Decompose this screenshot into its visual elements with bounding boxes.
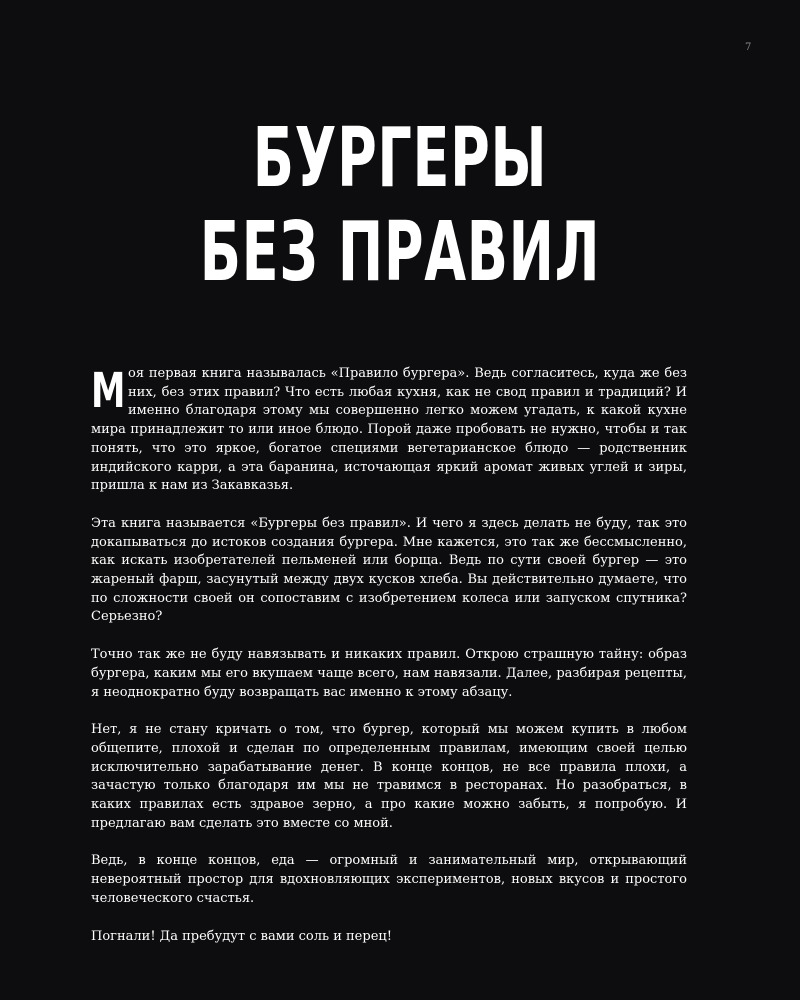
paragraph-2: Эта книга называется «Бургеры без правил». И чего я здесь делать не буду, так это докапываться до истоков создания бургера. Мне кажется, это так же бессмысленно, как искать изобретателей пельменей или борща. Ведь по сути своей бургер — это жареный фарш, засунутый между двух кусков хлеба. Вы действительно думаете, что по сложности своей он сопоставим с изобретением колеса или запуском спутника? Серьезно? <box>91 515 687 625</box>
drop-cap: М <box>91 363 126 419</box>
paragraph-4: Нет, я не стану кричать о том, что бургер, который мы можем купить в любом общепите, плохой и сделан по определенным правилам, имеющим своей целью исключительно зарабатывание денег. В конце концов, не все правила плохи, а зачастую только благодаря им мы не травимся в ресторанах. Но разобраться, в каких правилах есть здравое зерно, а про какие можно забыть, я попробую. И предлагаю вам сделать это вместе со мной. <box>91 722 687 831</box>
title-line-2: БЕЗ ПРАВИЛ <box>199 205 601 300</box>
paragraph-1 <box>91 365 687 496</box>
title-line-1: БУРГЕРЫ <box>252 111 548 206</box>
page-number: 7 <box>745 42 752 53</box>
page-title <box>136 112 664 300</box>
paragraph-5: Ведь, в конце концов, еда — огромный и занимательный мир, открывающий невероятный простор для вдохновляющих экспериментов, новых вкусов и простого человеческого счастья. <box>91 853 687 906</box>
body-text <box>91 365 687 965</box>
paragraph-3: Точно так же не буду навязывать и никаких правил. Открою страшную тайну: образ бургера, каким мы его вкушаем чаще всего, нам навязали. Далее, разбирая рецепты, я неоднократно буду возвращать вас именно к этому абзацу. <box>91 647 687 700</box>
paragraph-6: Погнали! Да пребудут с вами соль и перец! <box>91 928 392 944</box>
paragraph-1-text: оя первая книга называлась «Правило бургера». Ведь согласитесь, куда же без них, без этих правил? Что есть любая кухня, как не свод правил и традиций? И именно благодаря этому мы совершенно легко можем угадать, к какой кухне мира принадлежит то или иное блюдо. Порой даже пробовать не нужно, чтобы и так понять, что это яркое, богатое специями вегетарианское блюдо — родственник индийского карри, а эта баранина, источающая яркий аромат живых углей и зиры, пришла к нам из Закавказья. <box>91 366 687 494</box>
